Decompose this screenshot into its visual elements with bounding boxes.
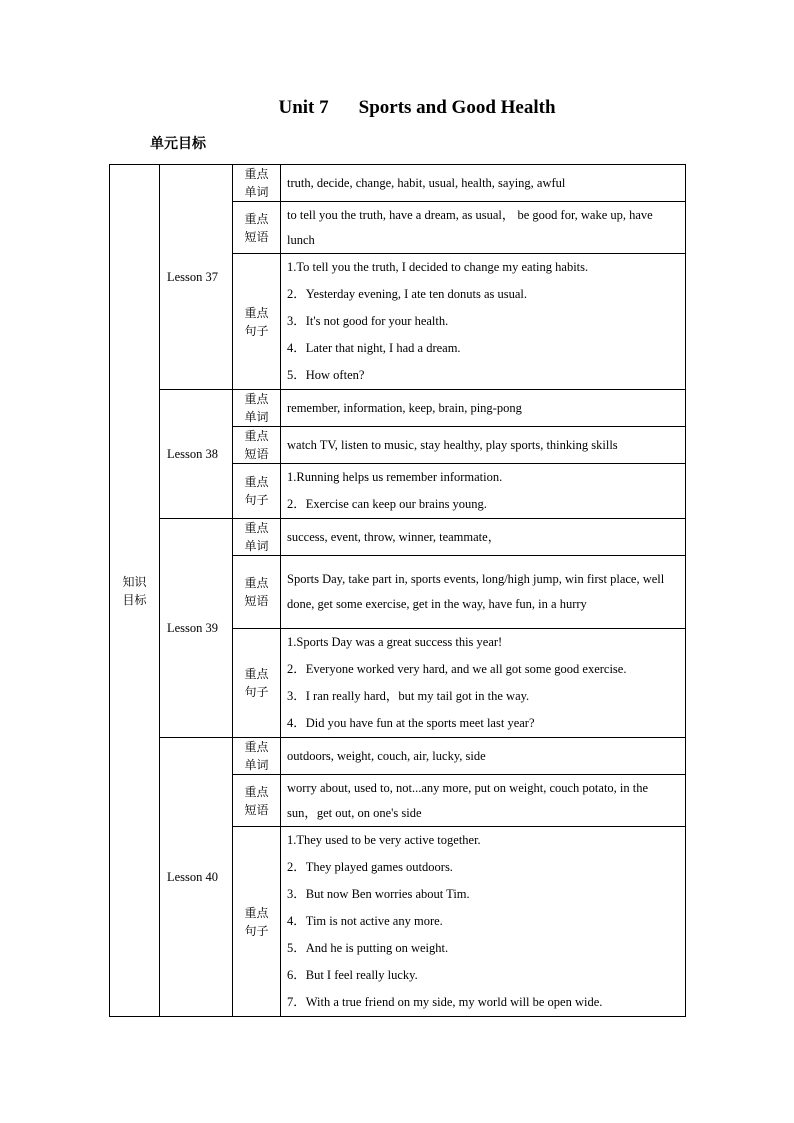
category-label: 知识 目标 <box>122 574 147 607</box>
sentence: 1.To tell you the truth, I decided to change my eating habits. <box>287 260 589 274</box>
sentence: 3．I ran really hard，but my tail got in the way. <box>287 689 530 703</box>
lesson-name: Lesson 40 <box>160 738 233 1017</box>
unit-number: Unit 7 <box>278 97 329 118</box>
sentence: 4．Did you have fun at the sports meet last year? <box>287 716 535 730</box>
table-row <box>110 519 686 556</box>
sentence: 2．They played games outdoors. <box>287 860 453 874</box>
sentence: 2．Yesterday evening, I ate ten donuts as usual. <box>287 287 528 301</box>
sentence: 5．And he is putting on weight. <box>287 941 449 955</box>
type-label: 重点 句子 <box>233 254 281 390</box>
sentence: 4．Later that night, I had a dream. <box>287 341 461 355</box>
type-label: 重点 句子 <box>233 464 281 519</box>
unit-topic: Sports and Good Health <box>358 97 556 118</box>
lesson-name: Lesson 37 <box>160 165 233 390</box>
unit-goals-table <box>109 164 686 1017</box>
lesson-name: Lesson 39 <box>160 519 233 738</box>
key-words: outdoors, weight, couch, air, lucky, side <box>281 738 686 775</box>
type-label: 重点 短语 <box>233 427 281 464</box>
sentence: 7．With a true friend on my side, my world will be open wide. <box>287 995 603 1009</box>
category-cell <box>110 165 160 1017</box>
key-sentences <box>281 254 686 390</box>
table-row <box>110 165 686 202</box>
page-title <box>0 97 794 119</box>
key-phrases: Sports Day, take part in, sports events, long/high jump, win first place, well done, get some exercise, get in the way, have fun, in a hurry <box>281 556 686 629</box>
type-label: 重点 单词 <box>233 738 281 775</box>
type-label: 重点 短语 <box>233 202 281 254</box>
sentence: 4．Tim is not active any more. <box>287 914 443 928</box>
type-label: 重点 单词 <box>233 165 281 202</box>
type-label: 重点 短语 <box>233 775 281 827</box>
key-words: remember, information, keep, brain, ping-pong <box>281 390 686 427</box>
key-sentences <box>281 464 686 519</box>
sentence: 1.They used to be very active together. <box>287 833 481 847</box>
sentence: 3．It's not good for your health. <box>287 314 449 328</box>
sentence: 5．How often? <box>287 368 365 382</box>
key-phrases: to tell you the truth, have a dream, as usual， be good for, wake up, have lunch <box>281 202 686 254</box>
sentence: 2．Exercise can keep our brains young. <box>287 497 487 511</box>
table-row <box>110 738 686 775</box>
key-phrases: worry about, used to, not...any more, put on weight, couch potato, in the sun，get out, on one's side <box>281 775 686 827</box>
sentence: 1.Running helps us remember information. <box>287 470 503 484</box>
type-label: 重点 句子 <box>233 629 281 738</box>
key-sentences <box>281 629 686 738</box>
sentence: 6．But I feel really lucky. <box>287 968 418 982</box>
sentence: 1.Sports Day was a great success this year! <box>287 635 503 649</box>
type-label: 重点 句子 <box>233 827 281 1017</box>
key-phrases: watch TV, listen to music, stay healthy, play sports, thinking skills <box>281 427 686 464</box>
section-heading: 单元目标 <box>150 136 206 152</box>
sentence: 3．But now Ben worries about Tim. <box>287 887 470 901</box>
lesson-name: Lesson 38 <box>160 390 233 519</box>
key-sentences <box>281 827 686 1017</box>
type-label: 重点 单词 <box>233 519 281 556</box>
type-label: 重点 短语 <box>233 556 281 629</box>
key-words: truth, decide, change, habit, usual, health, saying, awful <box>281 165 686 202</box>
type-label: 重点 单词 <box>233 390 281 427</box>
table-row <box>110 390 686 427</box>
sentence: 2．Everyone worked very hard, and we all got some good exercise. <box>287 662 627 676</box>
key-words: success, event, throw, winner, teammate， <box>281 519 686 556</box>
